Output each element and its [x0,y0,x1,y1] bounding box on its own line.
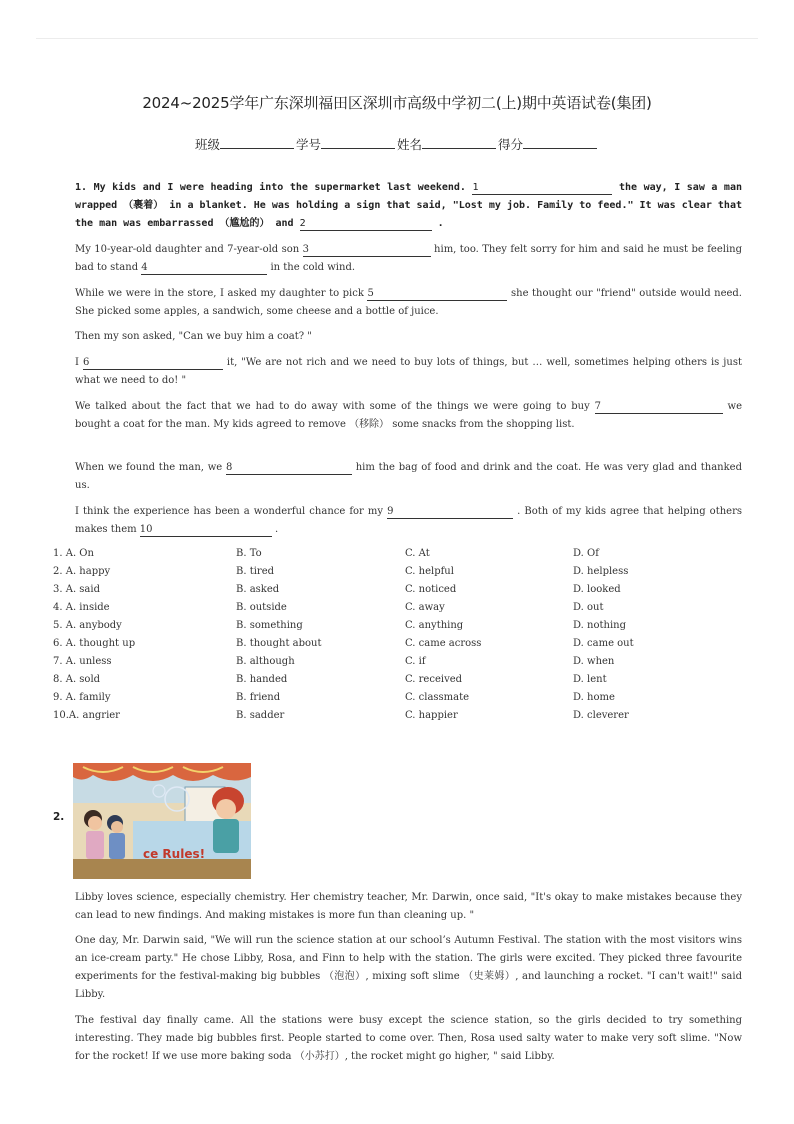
q2-paragraph-2: One day, Mr. Darwin said, "We will run the science station at our school’s Autumn Festival. The station with the most visitors wins an ice-cream party." He chose Libby, Rosa, and Finn to help with the station. The girls were excited. They picked three favourite experiments for the festival-making big bubbles （泡泡）, mixing soft slime （史莱姆）, and launching a rocket. "I can't wait!" said Libby. [75,935,742,1000]
option-b[interactable]: B. thought about [236,638,322,649]
option-a[interactable]: 3. A. said [53,584,100,595]
student-id-blank[interactable] [321,138,395,149]
passage-paragraph-2: My 10-year-old daughter and 7-year-old son 3 him, too. They felt sorry for him and said he must be feeling bad to stand 4 in the cold wind. [75,244,742,273]
q2-paragraph-1: Libby loves science, especially chemistry. Her chemistry teacher, Mr. Darwin, once said, "It's okay to make mistakes because they can lead to new findings. And making mistakes is more fun than cleaning up. " [75,892,742,921]
option-a[interactable]: 8. A. sold [53,674,101,685]
q2-paragraph-3: The festival day finally came. All the stations were busy except the science station, so the girls decided to try something interesting. They made big bubbles first. People started to come over. Then, Rosa used salty water to make very soft slime. "Now for the rocket! If we use more baking soda （小苏打）, the rocket might go higher, " said Libby. [75,1015,742,1062]
answer-options [53,545,743,725]
score-blank[interactable] [523,138,597,149]
blank-1[interactable]: 1 [472,181,612,195]
passage-paragraph-1: 1. My kids and I were heading into the supermarket last weekend. 1 the way, I saw a man wrapped （裹着） in a blanket. He was holding a sign that said, "Lost my job. Family to feed." It was clear that the man was embarrassed （尴尬的） and 2 . [75,182,742,229]
passage-paragraph-8: I think the experience has been a wonderful chance for my 9 . Both of my kids agree that helping others makes them 10 . [75,506,742,535]
option-d[interactable]: D. lent [573,674,607,685]
question-2-number: 2. [53,811,65,823]
option-row [53,671,743,689]
option-b[interactable]: B. sadder [236,710,285,721]
option-d[interactable]: D. Of [573,548,599,559]
option-d[interactable]: D. when [573,656,615,667]
option-d[interactable]: D. cleverer [573,710,629,721]
option-d[interactable]: D. came out [573,638,634,649]
option-row [53,617,743,635]
option-d[interactable]: D. looked [573,584,621,595]
option-b[interactable]: B. although [236,656,295,667]
option-b[interactable]: B. To [236,548,262,559]
sign-text: ce Rules! [143,847,206,861]
option-b[interactable]: B. handed [236,674,288,685]
option-row [53,545,743,563]
name-blank[interactable] [422,138,496,149]
option-c[interactable]: C. helpful [405,566,454,577]
option-c[interactable]: C. if [405,656,426,667]
option-c[interactable]: C. happier [405,710,458,721]
passage-paragraph-6: We talked about the fact that we had to do away with some of the things we were going to buy 7 we bought a coat for the man. My kids agreed to remove （移除） some snacks from the shopping list. [75,401,743,430]
class-blank[interactable] [220,138,294,149]
option-c[interactable]: C. classmate [405,692,470,703]
blank-5[interactable]: 5 [367,287,507,301]
option-a[interactable]: 4. A. inside [53,602,110,613]
student-id-label: 学号 [295,137,321,152]
blank-9[interactable]: 9 [387,505,513,519]
option-d[interactable]: D. nothing [573,620,626,631]
class-label: 班级 [194,137,220,152]
option-row [53,689,743,707]
face-shape [216,799,236,819]
blank-2[interactable]: 2 [300,217,432,231]
option-row [53,599,743,617]
blank-10[interactable]: 10 [140,523,272,537]
option-c[interactable]: C. came across [405,638,482,649]
option-d[interactable]: D. home [573,692,615,703]
passage-paragraph-7: When we found the man, we 8 him the bag of food and drink and the coat. He was very glad and thanked us. [75,462,742,491]
option-row [53,581,743,599]
option-c[interactable]: C. At [405,548,430,559]
option-b[interactable]: B. outside [236,602,287,613]
option-a[interactable]: 2. A. happy [53,566,111,577]
option-row [53,653,743,671]
option-c[interactable]: C. received [405,674,463,685]
student-info-line [0,135,794,153]
option-a[interactable]: 9. A. family [53,692,111,703]
blank-8[interactable]: 8 [226,461,352,475]
passage-paragraph-5: I 6 it, "We are not rich and we need to buy lots of things, but … well, sometimes helping others is just what we need to do! " [75,357,742,386]
passage-paragraph-4: Then my son asked, "Can we buy him a coat? " [75,331,312,342]
floor-shape [73,859,251,879]
option-a[interactable]: 10.A. angrier [53,710,120,721]
option-b[interactable]: B. tired [236,566,275,577]
score-label: 得分 [498,137,524,152]
option-b[interactable]: B. friend [236,692,281,703]
option-b[interactable]: B. asked [236,584,280,595]
blank-6[interactable]: 6 [83,356,223,370]
option-c[interactable]: C. noticed [405,584,457,595]
child-2-body-shape [109,833,125,859]
top-divider [36,38,758,39]
name-label: 姓名 [397,137,423,152]
blank-4[interactable]: 4 [141,261,267,275]
page-title: 2024~2025学年广东深圳福田区深圳市高级中学初二(上)期中英语试卷(集团) [142,94,652,112]
illustration-svg [73,763,251,879]
option-a[interactable]: 1. A. On [53,548,94,559]
child-body-shape [86,831,104,859]
option-b[interactable]: B. something [236,620,303,631]
option-a[interactable]: 6. A. thought up [53,638,136,649]
child-face-shape [88,816,102,830]
option-d[interactable]: D. out [573,602,604,613]
option-a[interactable]: 7. A. unless [53,656,112,667]
festival-illustration [73,763,251,879]
blank-7[interactable]: 7 [595,400,723,414]
option-c[interactable]: C. away [405,602,445,613]
apron-shape [213,819,239,853]
child-2-face-shape [111,821,123,833]
option-row [53,563,743,581]
option-row [53,707,743,725]
option-a[interactable]: 5. A. anybody [53,620,122,631]
blank-3[interactable]: 3 [303,243,431,257]
option-row [53,635,743,653]
passage-paragraph-3: While we were in the store, I asked my daughter to pick 5 she thought our "friend" outside would need. She picked some apples, a sandwich, some cheese and a bottle of juice. [75,288,742,317]
option-c[interactable]: C. anything [405,620,464,631]
option-d[interactable]: D. helpless [573,566,629,577]
